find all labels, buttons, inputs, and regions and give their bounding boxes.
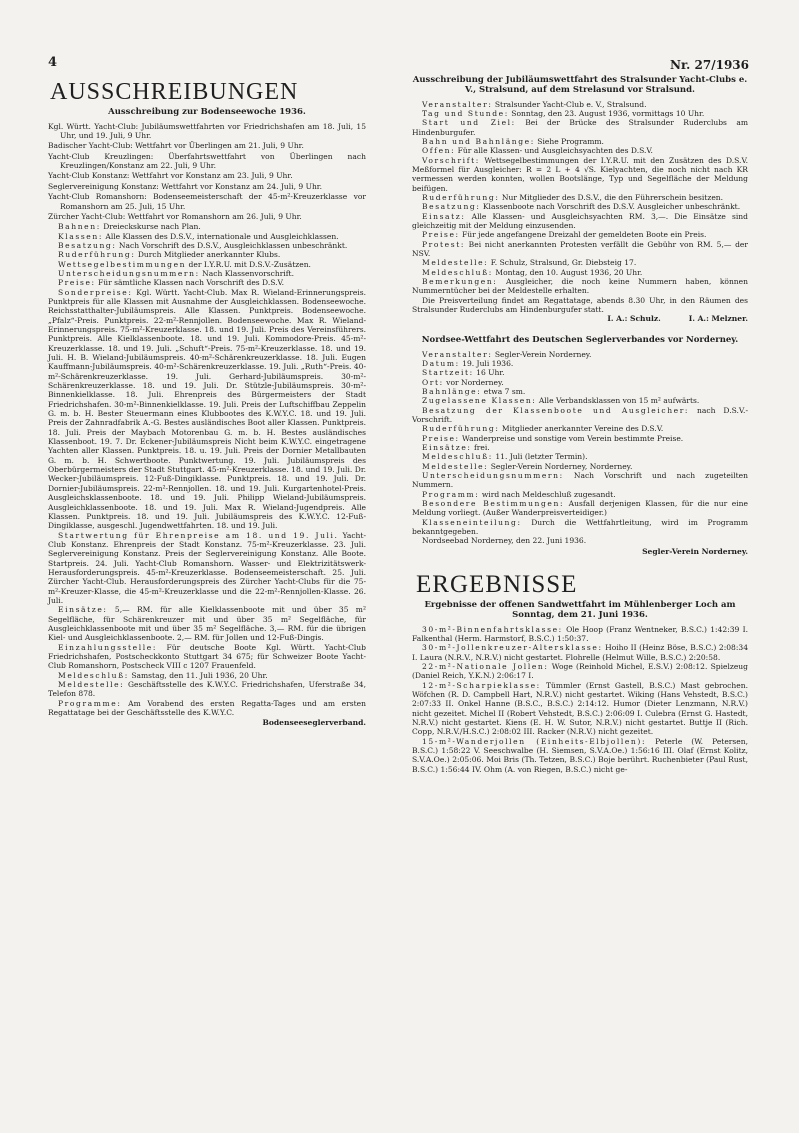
stralsund-rule (412, 137, 748, 146)
stralsund-rule-key: Protest: (422, 239, 465, 249)
bodensee-rule-text: Für deutsche Boote Kgl. Württ. Yacht-Club Friedrichshafen, Postscheckkonto Stuttgart 34 675; für Schweizer Boote Yacht-Club Romanshorn, Postscheck VIII c 1207 Frauenfeld. (48, 642, 366, 671)
bodensee-rule (48, 531, 366, 606)
norderney-rule-key: Bahnlänge: (422, 386, 482, 396)
norderney-rule-text: 11. Juli (letzter Termin). (492, 452, 588, 462)
stralsund-rule (412, 230, 748, 239)
norderney-title: Nordsee-Wettfahrt des Deutschen Seglerverbandes vor Norderney. (421, 334, 739, 345)
norderney-rule-text: Wanderpreise und sonstige vom Verein bestimmte Preise. (459, 433, 684, 443)
bodensee-rule-text: Kgl. Württ. Yacht-Club. Max R. Wieland-Erinnerungspreis. Punktpreis für alle Klassen mit Ausnahme der Ausgleichklassen. Bodenseewoche. Reichsstatthalter-Jubiläumspreis. Alle Klassen. Punktpreis. Bodenseewoche. „Pfalz“-Preis. Punktpreis. 22-m²-Rennjollen. Bodenseewoche. Max R. Wieland-Erinnerungspreis. 75-m²-Kreuzerklasse. 18. und 19. Juli. Preis des Vereinsführers. Punktpreis. Alle Kielklassenboote. 18. und 19. Juli. Kommodore-Preis. 45-m²-Kreuzerklasse. 18. und 19. Juli. „Schuft“-Preis. 75-m²-Kreuzerklasse. 18. und 19. Juli. H. B. Wieland-Jubiläumspreis. 40-m²-Schärenkreuzerklasse. 18. Juli. Eugen Kauffmann-Jubiläumspreis. 40-m²-Schärenkreuzerklasse. 19. Juli. „Ruth“-Preis. 40-m²-Schärenkreuzerklasse. 19. Juli. Gerhard-Jubiläumspreis. 30-m²-Schärenkreuzerklasse. 18. und 19. Juli. Dr. Stützle-Jubiläumspreis. 30-m²-Binnenkielklasse. 18. Juli. Ehrenpreis des Bürgermeisters der Stadt Friedrichshafen. 30-m²-Binnenkielklasse. 19. Juli. Preis der Luftschiffbau Zeppelin G. m. b. H. Bester Steuermann eines Klubbootes des K.W.Y.C. 18. und 19. Juli. Preis der Zahnradfabrik A.-G. Bestes ausländisches Boot aller Klassen. Punktpreis. 18. Juli. Preis der Maybach Motorenbau G. m. b. H. Bestes ausländisches Klassenboot. 19. 7. Dr. Eckener-Jubiläumspreis Nicht beim K.W.Y.C. eingetragene Yachten aller Klassen. Punktpreis. 18. u. 19. Juli. Preis der Dornier Metallbauten G. m. b. H. Schwertboote. Punktwertung. 19. Juli. Jubiläumspreis des Oberbürgermeisters der Stadt Stuttgart. 45-m²-Kreuzerklasse. 18. und 19. Juli. Dr. Wecker-Jubiläumspreis. 12-Fuß-Dingiklasse. Punktpreis. 18. und 19. Juli. Dr. Dornier-Jubiläumspreis. 22-m²-Rennjollen. 18. und 19. Juli. Kurgartenhotel-Preis. Ausgleichsklassenboote. 18. und 19. Juli. Philipp Wieland-Jubiläumspreis. Ausgleichklassenboote. 18. und 19. Juli. Max R. Wieland-Jugendpreis. Alle Klassen. Punktpreis. 18. und 19. Juli. Jubiläumspreis des K.W.Y.C. 12-Fuß-Dingiklasse, ausgeschl. Jugendwettfahrten. 18. und 19. Juli. (48, 287, 366, 531)
bodensee-rule-text: Nach Vorschrift des D.S.V., Ausgleichklassen unbeschränkt. (116, 240, 348, 250)
bodensee-rule-text: Durch Mitglieder anerkannter Klubs. (135, 250, 281, 260)
club-entry: Badischer Yacht-Club: Wettfahrt vor Überlingen am 21. Juli, 9 Uhr. (48, 141, 304, 151)
stralsund-rule (412, 146, 748, 155)
left-column (48, 74, 366, 728)
bodensee-subtitle: Ausschreibung zur Bodenseewoche 1936. (108, 107, 306, 117)
bodensee-rule-key: Besatzung: (58, 240, 117, 250)
bodensee-signature: Bodenseeseglerverband. (262, 718, 366, 728)
stralsund-signatures (412, 314, 748, 323)
norderney-rule-text: Segler-Verein Norderney, Norderney. (488, 461, 633, 471)
stralsund-rule-text: Sonntag, den 23. August 1936, vormittags 10 Uhr. (508, 108, 705, 118)
results-subtitle: Ergebnisse der offenen Sandwettfahrt im Mühlenberger Loch am Sonntag, dem 21. Juni 1936. (424, 600, 736, 620)
bodensee-rule (48, 605, 366, 642)
norderney-rule (412, 536, 748, 545)
norderney-rule-key: Meldeschluß: (422, 452, 493, 462)
stralsund-rule-key: Bemerkungen: (422, 277, 498, 287)
norderney-rule-key: Veranstalter: (422, 349, 493, 359)
norderney-rule (412, 471, 748, 490)
norderney-rule-key: Preise: (422, 433, 460, 443)
bodensee-rule (48, 643, 366, 671)
stralsund-rule-key: Bahn und Bahnlänge: (422, 136, 535, 146)
club-entry: Yacht-Club Romanshorn: Bodenseemeisterschaft der 45-m²-Kreuzerklasse vor Romanshorn am 25. Juli, 15 Uhr. (48, 192, 366, 211)
bodensee-rule (48, 241, 366, 250)
bodensee-rule (48, 222, 366, 231)
result-entry (412, 737, 748, 774)
stralsund-rule (412, 202, 748, 211)
norderney-rule-key: Zugelassene Klassen: (422, 396, 537, 406)
issue-number: Nr. 27/1936 (669, 58, 749, 72)
result-entry-text: Woge (Reinhold Michel, E.S.V.) 2:08:12. Spielzeug (Daniel Reich, Y.K.N.) 2:06:17 I. (412, 662, 748, 681)
bodensee-rule-text: Samstag, den 11. Juli 1936, 20 Uhr. (128, 670, 268, 680)
norderney-rule (412, 462, 748, 471)
norderney-rule-text: frei. (471, 442, 490, 452)
bodensee-rules (48, 222, 366, 717)
norderney-rule-text: vor Norderney. (443, 377, 504, 387)
bodensee-rule-text: Alle Klassen des D.S.V., internationale und Ausgleichklassen. (102, 231, 339, 241)
bodensee-rule-key: Einsätze: (58, 605, 108, 615)
stralsund-rule-text: Für jede angefangene Dreizahl der gemeldeten Boote ein Preis. (459, 230, 707, 240)
stralsund-rule-text: Die Preisverteilung findet am Regattatage, abends 8.30 Uhr, in den Räumen des Stralsunder Ruderclubs am Hindenburgufer statt. (412, 295, 748, 315)
norderney-rule-text: Mitglieder anerkannter Vereine des D.S.V. (499, 424, 664, 434)
club-entry: Yacht-Club Konstanz: Wettfahrt vor Konstanz am 23. Juli, 9 Uhr. (48, 171, 293, 181)
result-entry-key: 15-m²-Wanderjollen (Einheits-Elbjollen): (422, 736, 647, 746)
bodensee-rule-key: Einzahlungsstelle: (58, 642, 157, 652)
bodensee-rule (48, 288, 366, 531)
section-title-ausschreibungen: AUSSCHREIBUNGEN (50, 79, 299, 105)
bodensee-rule-text: 5,— RM. für alle Kielklassenboote mit und über 35 m² Segelfläche, für Schärenkreuzer mit und über 35 m² Segelfläche, für Ausgleichklassenboote mit und über 35 m² Segelfläche. 3,— RM. für die übrigen Kiel- und Ausgleichklassenboote. 2,— RM. für Jollen und 12-Fuß-Dingis. (48, 605, 366, 643)
bodensee-rule-key: Ruderführung: (58, 250, 136, 260)
stralsund-rule-text: Klassenboote nach Vorschrift des D.S.V. Ausgleicher unbeschränkt. (480, 202, 741, 212)
stralsund-rule-key: Einsatz: (422, 211, 466, 221)
norderney-rule-text: Nach Vorschrift und nach zugeteilten Nummern. (412, 471, 748, 490)
stralsund-rule (412, 212, 748, 231)
norderney-rule-text: Durch die Wettfahrtleitung, wird im Programm bekanntgegeben. (412, 517, 748, 537)
bodensee-rule (48, 680, 366, 699)
stralsund-rule (412, 277, 748, 296)
norderney-rule (412, 452, 748, 461)
club-entries (48, 122, 366, 221)
stralsund-rules (412, 100, 748, 315)
bodensee-rule-key: Meldestelle: (58, 680, 125, 690)
bodensee-rule-key: Sonderpreise: (58, 287, 133, 297)
norderney-rule-key: Besondere Bestimmungen: (422, 499, 565, 509)
bodensee-rule-key: Meldeschluß: (58, 670, 129, 680)
stralsund-rule-key: Vorschrift: (422, 155, 480, 165)
norderney-rule (412, 406, 748, 425)
bodensee-rule (48, 278, 366, 287)
bodensee-rule (48, 232, 366, 241)
norderney-rule (412, 490, 748, 499)
stralsund-rule (412, 240, 748, 259)
norderney-rule-key: Meldestelle: (422, 461, 489, 471)
norderney-rule-text: Segler-Verein Norderney. (492, 349, 592, 359)
page-number: 4 (48, 55, 58, 70)
norderney-rule (412, 387, 748, 396)
bodensee-rule-text: Dreieckskurse nach Plan. (100, 222, 201, 232)
norderney-rule-key: Datum: (422, 358, 460, 368)
norderney-rule-key: Einsätze: (422, 442, 472, 452)
stralsund-rule-key: Ruderführung: (422, 192, 500, 202)
norderney-rule (412, 443, 748, 452)
bodensee-rule-text: Nach Klassenvorschrift. (199, 268, 294, 278)
stralsund-rule-key: Tag und Stunde: (422, 108, 509, 118)
stralsund-rule (412, 156, 748, 193)
bodensee-rule-text: Yacht-Club Konstanz. Ehrenpreis der Stadt Konstanz. 75-m²-Kreuzerklasse. 23. Juli. Seglervereinigung Konstanz. Preis der Seglervereinigung Konstanz. Alle Boote. Startpreis. 24. Juli. Yacht-Club Romanshorn. Wasser- und Elektrizitätswerk-Herausforderungspreis. 45-m²-Kreuzerklasse. Bodenseemeisterschaft. 25. Juli. Zürcher Yacht-Club. Herausforderungspreis des Zürcher Yacht-Clubs für die 75-m²-Kreuzer-Klasse, die 45-m²-Kreuzerklasse und die 22-m²-Rennjollen-Klasse. 26. Juli. (48, 530, 367, 605)
bodensee-rule-key: Startwertung für Ehrenpreise am 18. und 19. Juli. (58, 530, 339, 540)
norderney-rule-key: Klasseneinteilung: (422, 517, 522, 527)
stralsund-rule-key: Preise: (422, 230, 460, 240)
norderney-rule (412, 350, 748, 359)
norderney-signature: Segler-Verein Norderney. (642, 546, 748, 556)
norderney-rule-text: 16 Uhr. (473, 368, 505, 378)
club-entry: Zürcher Yacht-Club: Wettfahrt vor Romanshorn am 26. Juli, 9 Uhr. (48, 211, 302, 221)
stralsund-rule-text: Siehe Programm. (534, 136, 604, 146)
norderney-rule (412, 378, 748, 387)
stralsund-rule (412, 118, 748, 137)
stralsund-rule-text: Ausgleicher, die noch keine Nummern haben, können Nummerntücher bei der Meldestelle erhalten. (412, 277, 748, 296)
stralsund-rule (412, 268, 748, 277)
norderney-rule-text: wird nach Meldeschluß zugesandt. (479, 489, 616, 499)
bodensee-rule (48, 260, 366, 269)
stralsund-rule-key: Start und Ziel: (422, 118, 516, 128)
bodensee-rule-text: Am Vorabend des ersten Regatta-Tages und am ersten Regattatage bei der Geschäftsstelle des K.W.Y.C. (48, 698, 366, 718)
result-entry (412, 681, 748, 737)
norderney-rule (412, 424, 748, 433)
stralsund-rule-key: Meldestelle: (422, 258, 489, 268)
norderney-rule-key: Unterscheidungsnummern: (422, 471, 564, 481)
norderney-rule (412, 359, 748, 368)
norderney-rule (412, 396, 748, 405)
stralsund-rule-text: Alle Klassen- und Ausgleichsyachten RM. 3,—. Die Einsätze sind gleichzeitig mit der Meldung einzusenden. (412, 211, 748, 230)
norderney-rule-text: 19. Juli 1936. (459, 358, 514, 368)
stralsund-sig-left: I. A.: Schulz. (607, 314, 661, 324)
bodensee-rule (48, 699, 366, 718)
norderney-rule (412, 434, 748, 443)
norderney-rules (412, 350, 748, 546)
stralsund-rule-text: Bei nicht anerkannten Protesten verfällt die Gebühr von RM. 5,— der NSV. (412, 239, 748, 259)
bodensee-rule-text: der I.Y.R.U. mit D.S.V.-Zusätzen. (186, 259, 311, 269)
norderney-rule-key: Startzeit: (422, 368, 474, 378)
bodensee-rule-key: Klassen: (58, 231, 103, 241)
bodensee-rule-text: Für sämtliche Klassen nach Vorschrift des D.S.V. (95, 278, 285, 288)
norderney-rule-key: Programm: (422, 489, 480, 499)
result-entry (412, 643, 748, 662)
bodensee-rule-key: Bahnen: (58, 222, 101, 232)
stralsund-rule (412, 100, 748, 109)
bodensee-rule-key: Wettsegelbestimmungen (58, 259, 187, 269)
result-entry-text: Peterle (W. Petersen, B.S.C.) 1:58:22 V. Seeschwalbe (H. Siemsen, S.V.A.Oe.) 1:56:16 III. Olaf (Ernst Kolitz, S.V.A.Oe.) 2:05:06. Moi Bris (Th. Tetzen, B.S.C.) Boje berührt. Ruchenbieter (Paul Rust, B.S.C.) 1:56:44 IV. Ohm (A. von Riegen, B.S.C.) nicht ge- (412, 736, 748, 774)
result-entry-text: Tümmler (Ernst Gastell, B.S.C.) Mast gebrochen. Wöfchen (R. D. Campbell Hart, N.R.V.) nicht gestartet. Wiking (Hans Vehstedt, B.S.C.) 2:07:33 II. Onkel Hanne (B.S.C., B.S.C.) 2:14:12. Humor (Dieter Lenzmann, N.R.V.) nicht gezeitet. Michel II (Robert Vehstedt, B.S.C.) 2:06:09 I. Culebra (Ernst G. Hastedt, N.R.V.) nicht gestartet. Kiens (E. H. W. Sutor, N.R.V.) nicht gestartet. Buttje II (Rich. Copp, N.R.V./H.S.C.) 2:08:02 III. Racker (N.R.V.) nicht gezeitet. (412, 680, 748, 737)
norderney-rule (412, 499, 748, 518)
stralsund-rule-key: Meldeschluß: (422, 267, 493, 277)
norderney-rule-text: Ausfall derjenigen Klassen, für die nur eine Meldung vorliegt. (Außer Wanderpreisverteidiger.) (412, 499, 748, 518)
stralsund-rule (412, 258, 748, 267)
result-entry-text: Hoiho II (Heinz Böse, B.S.C.) 2:08:34 I. Laura (N.R.V., N.R.V.) nicht gestartet. Flohrelle (Helmut Wille, B.S.C.) 2:20:58. (412, 643, 748, 662)
stralsund-rule-text: Nur Mitglieder des D.S.V., die den Führerschein besitzen. (499, 192, 724, 202)
bodensee-rule (48, 671, 366, 680)
bodensee-rule-key: Programme: (58, 698, 122, 708)
norderney-rule-key: Ort: (422, 377, 444, 387)
norderney-rule-key: Ruderführung: (422, 424, 500, 434)
result-entry-key: 22-m²-Nationale Jollen: (422, 662, 549, 672)
stralsund-rule-text: Wettsegelbestimmungen der I.Y.R.U. mit den Zusätzen des D.S.V. Meßformel für Ausgleicher: R = 2 L + 4 √S. Kielyachten, die noch nicht nach KR vermessen werden konnten, wollen Bootslänge, Typ und Segelfläche der Meldung beifügen. (412, 155, 748, 193)
norderney-rule-text: Nordseebad Norderney, den 22. Juni 1936. (422, 536, 587, 546)
stralsund-rule-key: Offen: (422, 146, 456, 156)
stralsund-rule (412, 296, 748, 315)
result-entry-key: 30-m²-Binnenfahrtsklasse: (422, 624, 563, 634)
stralsund-title: Ausschreibung der Jubiläumswettfahrt des Stralsunder Yacht-Clubs e. V., Stralsund, auf dem Strelasund vor Stralsund. (412, 75, 748, 95)
club-entry: Kgl. Württ. Yacht-Club: Jubiläumswettfahrten vor Friedrichshafen am 18. Juli, 15 Uhr, und 19. Juli, 9 Uhr. (48, 121, 366, 141)
bodensee-rule-key: Unterscheidungsnummern: (58, 268, 200, 278)
norderney-rule-text: Alle Verbandsklassen von 15 m² aufwärts. (536, 396, 700, 406)
stralsund-sig-right: I. A.: Melzner. (688, 314, 748, 324)
club-entry: Seglervereinigung Konstanz: Wettfahrt vor Konstanz am 24. Juli, 9 Uhr. (48, 181, 322, 191)
section-title-ergebnisse: ERGEBNISSE (416, 571, 578, 599)
right-column (412, 74, 748, 774)
norderney-rule (412, 518, 748, 537)
norderney-rule-key: Besatzung der Klassenboote und Ausgleicher: (422, 405, 690, 415)
result-entry-key: 30-m²-Jollenkreuzer-Altersklasse: (422, 643, 603, 653)
bodensee-rule (48, 250, 366, 259)
stralsund-rule-key: Besatzung: (422, 202, 481, 212)
norderney-rule-text: nach D.S.V.-Vorschrift. (412, 405, 748, 424)
stralsund-rule-text: Für alle Klassen- und Ausgleichsyachten des D.S.V. (455, 146, 653, 156)
norderney-rule-text: etwa 7 sm. (481, 386, 526, 396)
bodensee-rule-text: Geschäftsstelle des K.W.Y.C. Friedrichshafen, Uferstraße 34, Telefon 878. (48, 680, 366, 699)
norderney-rule (412, 368, 748, 377)
result-entry (412, 625, 748, 644)
stralsund-rule-text: Stralsunder Yacht-Club e. V., Stralsund. (492, 99, 647, 109)
result-entry-text: Ole Hoop (Franz Wentneker, B.S.C.) 1:42:39 I. Falkenthal (Herm. Harmstorf, B.S.C.) 1:50:37. (412, 624, 748, 643)
stralsund-rule-key: Veranstalter: (422, 99, 493, 109)
stralsund-rule (412, 193, 748, 202)
bodensee-rule-key: Preise: (58, 278, 96, 288)
stralsund-rule-text: Bei der Brücke des Stralsunder Ruderclubs am Hindenburgufer. (412, 118, 748, 137)
stralsund-rule-text: F. Schulz, Stralsund, Gr. Diebsteig 17. (488, 258, 637, 268)
results-list (412, 625, 748, 775)
result-entry (412, 662, 748, 681)
club-entry: Yacht-Club Kreuzlingen: Überfahrtswettfahrt von Überlingen nach Kreuzlingen/Konstanz am 22. Juli, 9 Uhr. (48, 151, 366, 171)
stralsund-rule-text: Montag, den 10. August 1936, 20 Uhr. (492, 267, 643, 277)
bodensee-rule (48, 269, 366, 278)
stralsund-rule (412, 109, 748, 118)
result-entry-key: 12-m²-Scharpieklasse: (422, 680, 541, 690)
